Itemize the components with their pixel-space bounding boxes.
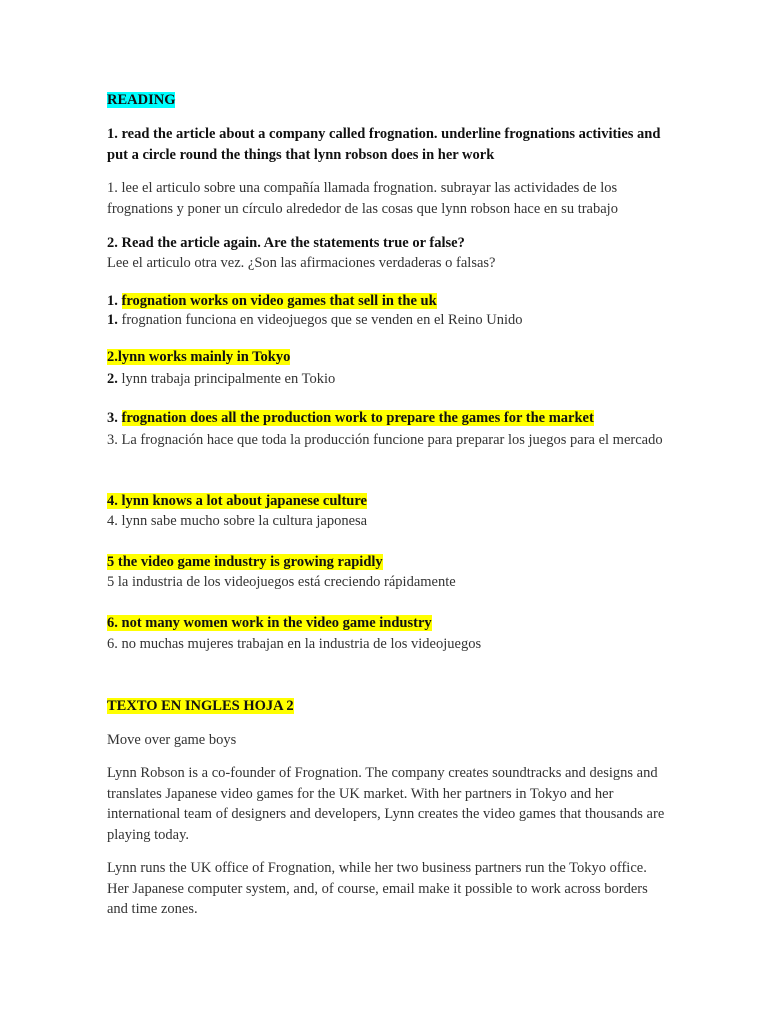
statement-2-english [107,347,667,368]
statement-3-english [107,408,667,429]
task2-english: 2. Read the article again. Are the statements true or false? [107,235,465,251]
statement-5-english [107,552,667,573]
article-paragraph-2: Lynn runs the UK office of Frognation, while her two business partners run the Tokyo office. Her Japanese computer system, and, of course, email make it possible to work across borders and time zones. [107,860,648,917]
statement-number: 2. [107,349,118,365]
texto-heading: TEXTO EN INGLES HOJA 2 [107,698,294,714]
statement-1-spanish [107,310,667,331]
statement-text: frognation does all the production work to prepare the games for the market [121,410,594,426]
article-title: Move over game boys [107,732,237,748]
statement-number: 1. [107,293,118,309]
statement-text: lynn works mainly in Tokyo [117,349,291,365]
statement-text: frognation works on video games that sell in the uk [121,293,437,309]
statement-4-english [107,491,667,512]
task2-spanish: Lee el articulo otra vez. ¿Son las afirmaciones verdaderas o falsas? [107,255,496,271]
task1-english: 1. read the article about a company called frognation. underline frognations activities and put a circle round the things that lynn robson does in her work [107,126,661,163]
article-paragraph-1: Lynn Robson is a co-founder of Frognation. The company creates soundtracks and designs and translates Japanese video games for the UK market. With her partners in Tokyo and her international team of designers and developers, Lynn creates the video games that thousands are playing today. [107,765,665,843]
statement-number: 2. [107,371,118,387]
statement-text: 6. not many women work in the video game industry [107,615,432,631]
statement-text: 5 the video game industry is growing rapidly [107,554,383,570]
statement-2-spanish [107,369,667,390]
texto-heading-line [107,696,667,717]
statement-5-spanish: 5 la industria de los videojuegos está creciendo rápidamente [107,574,456,590]
statement-6-english [107,613,667,634]
reading-heading: READING [107,92,176,108]
statement-1-english [107,291,667,312]
reading-heading-line [107,90,667,111]
task1-spanish: 1. lee el articulo sobre una compañía llamada frognation. subrayar las actividades de los frognations y poner un círculo alrededor de las cosas que lynn robson hace en su trabajo [107,180,618,217]
statement-number: 1. [107,312,118,328]
statement-4-spanish: 4. lynn sabe mucho sobre la cultura japonesa [107,513,368,529]
statement-text: 4. lynn knows a lot about japanese culture [107,493,367,509]
statement-3-spanish: 3. La frognación hace que toda la producción funcione para preparar los juegos para el mercado [107,432,663,448]
statement-translation: lynn trabaja principalmente en Tokio [121,371,336,387]
statement-translation: frognation funciona en videojuegos que se venden en el Reino Unido [121,312,523,328]
statement-6-spanish: 6. no muchas mujeres trabajan en la industria de los videojuegos [107,636,482,652]
statement-number: 3. [107,410,118,426]
